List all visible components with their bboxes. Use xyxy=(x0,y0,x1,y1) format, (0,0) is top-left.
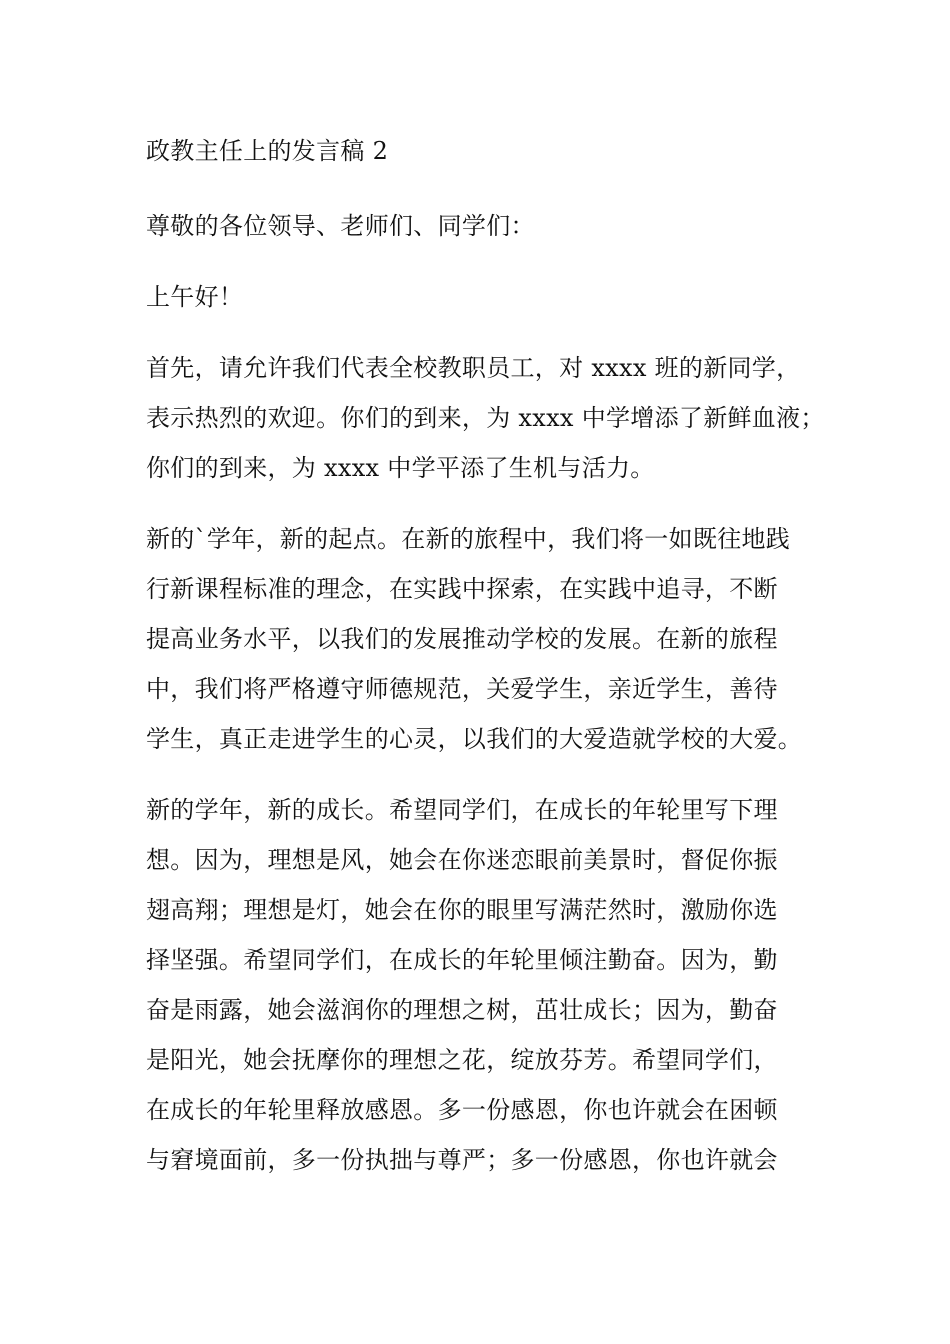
title-line: 政教主任上的发言稿 2 xyxy=(146,137,389,165)
paragraph-welcome xyxy=(146,343,825,493)
paragraph-line: 是阳光，她会抚摩你的理想之花，绽放芬芳。希望同学们， xyxy=(146,1046,778,1074)
paragraph-new-start xyxy=(146,514,816,764)
paragraph-line: 择坚强。希望同学们，在成长的年轮里倾注勤奋。因为，勤 xyxy=(146,946,778,974)
paragraph-line: 提高业务水平，以我们的发展推动学校的发展。在新的旅程 xyxy=(146,625,778,653)
greeting-line: 上午好！ xyxy=(146,283,244,311)
paragraph-line: 与窘境面前，多一份执拙与尊严；多一份感恩，你也许就会 xyxy=(146,1146,778,1174)
paragraph-line: 奋是雨露，她会滋润你的理想之树，茁壮成长；因为，勤奋 xyxy=(146,996,778,1024)
salutation xyxy=(146,201,816,251)
paragraph-line: 想。因为，理想是风，她会在你迷恋眼前美景时，督促你振 xyxy=(146,846,778,874)
paragraph-line: 新的`学年，新的起点。在新的旅程中，我们将一如既往地践 xyxy=(146,525,791,553)
paragraph-line: 表示热烈的欢迎。你们的到来，为 xxxx 中学增添了新鲜血液； xyxy=(146,404,825,432)
paragraph-line: 在成长的年轮里释放感恩。多一份感恩，你也许就会在困顿 xyxy=(146,1096,778,1124)
paragraph-new-growth xyxy=(146,785,816,1185)
paragraph-line: 新的学年，新的成长。希望同学们，在成长的年轮里写下理 xyxy=(146,796,778,824)
paragraph-line: 中，我们将严格遵守师德规范，关爱学生，亲近学生，善待 xyxy=(146,675,778,703)
paragraph-line: 翅高翔；理想是灯，她会在你的眼里写满茫然时，激励你选 xyxy=(146,896,778,924)
salutation-line: 尊敬的各位领导、老师们、同学们： xyxy=(146,212,535,240)
greeting xyxy=(146,272,816,322)
document-title xyxy=(146,126,816,176)
paragraph-line: 首先，请允许我们代表全校教职员工，对 xxxx 班的新同学， xyxy=(146,354,801,382)
paragraph-line: 你们的到来，为 xxxx 中学平添了生机与活力。 xyxy=(146,454,655,482)
paragraph-line: 学生，真正走进学生的心灵，以我们的大爱造就学校的大爱。 xyxy=(146,725,803,753)
paragraph-line: 行新课程标准的理念，在实践中探索，在实践中追寻，不断 xyxy=(146,575,778,603)
